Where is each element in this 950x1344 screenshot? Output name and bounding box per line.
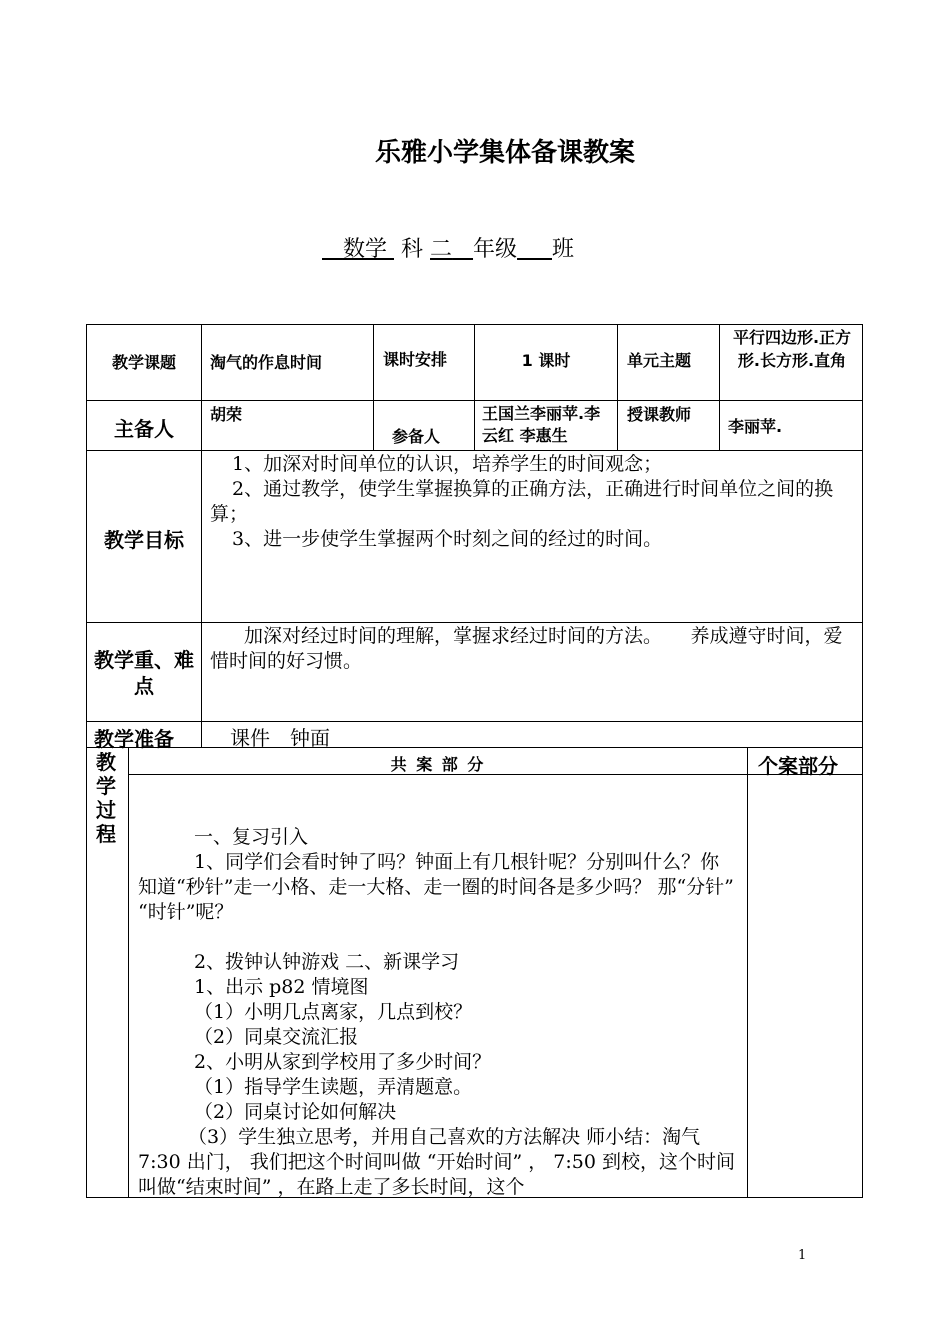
page-number: 1 [798,1248,807,1263]
subject-value: 数学 [342,237,387,262]
schedule-value: 1 课时 [521,351,571,370]
process-line: 一、复习引入 [194,826,309,848]
process-line: （2）同桌交流汇报 [194,1026,359,1048]
personal-header: 个案部分 [758,754,838,778]
rule [86,622,863,623]
ke-label: 科 [401,237,424,262]
schedule-label: 课时安排 [383,350,448,369]
keypoints-label: 教学重、难点 [94,648,194,698]
process-line [138,925,742,950]
process-label: 教学过程 [96,750,116,846]
rule [719,324,720,451]
process-line: 2、拨钟认钟游戏 二、新课学习 [194,951,460,973]
rule [474,324,475,451]
teacher-value: 李丽苹. [728,417,783,436]
process-line: （2）同桌讨论如何解决 [194,1101,397,1123]
rule [373,324,374,451]
page-title: 乐雅小学集体备课教案 [374,138,635,168]
process-content [138,825,742,1200]
rule [747,747,748,1198]
subtitle [322,232,574,263]
rule [862,324,863,1198]
goal-item: 3、进一步使学生掌握两个时刻之间的经过的时间。 [232,528,663,550]
participants-value: 王国兰李丽苹.李云红 李惠生 [482,404,601,445]
lead-value: 胡荣 [210,405,243,424]
lead-label: 主备人 [114,417,174,441]
topic-value: 淘气的作息时间 [210,353,323,372]
keypoints-text: 加深对经过时间的理解，掌握求经过时间的方法。 养成遵守时间，爱惜时间的好习惯。 [210,625,843,672]
goals-label: 教学目标 [104,528,184,552]
preparation-value: 课件 钟面 [230,726,330,750]
participants-label: 参备人 [392,427,441,446]
rule [201,324,202,748]
process-line: （1）小明几点离家，几点到校？ [194,1001,473,1023]
rule [86,324,87,1198]
goals-content [210,452,858,552]
teacher-label: 授课教师 [627,405,692,424]
process-line: 2、小明从家到学校用了多少时间？ [194,1051,492,1073]
process-line: 1、出示 p82 情境图 [194,976,369,998]
goal-item: 2、通过教学，使学生掌握换算的正确方法，正确进行时间单位之间的换算； [210,478,834,525]
process-line: 1、同学们会看时钟了吗？钟面上有几根针呢？分别叫什么？你 知道“秒针”走一小格、走一大格、走一圈的时间各是多少吗？ 那“分针” “时针”呢？ [138,851,734,923]
topic-label: 教学课题 [111,353,176,372]
grade-value: 二 [430,237,453,262]
unit-label: 单元主题 [627,351,692,370]
class-blank [517,237,552,262]
process-line: （1）指导学生读题，弄清题意。 [194,1076,473,1098]
unit-value: 平行四边形.正方形.长方形.直角 [732,328,852,370]
rule [128,747,129,1198]
process-line: （3）学生独立思考，并用自己喜欢的方法解决 师小结：淘气 7:30 出门， 我们把这个时间叫做 “开始时间” ， 7:50 到校，这个时间叫做“结束时间” ，在路上走了多长时间，这个 [138,1126,735,1198]
grade-label: 年级 [473,237,518,262]
class-label: 班 [552,237,575,262]
goal-item: 1、加深对时间单位的认识，培养学生的时间观念； [232,453,663,475]
preparation-label: 教学准备 [94,727,174,751]
shared-header: 共 案 部 分 [390,755,486,774]
rule [617,324,618,451]
